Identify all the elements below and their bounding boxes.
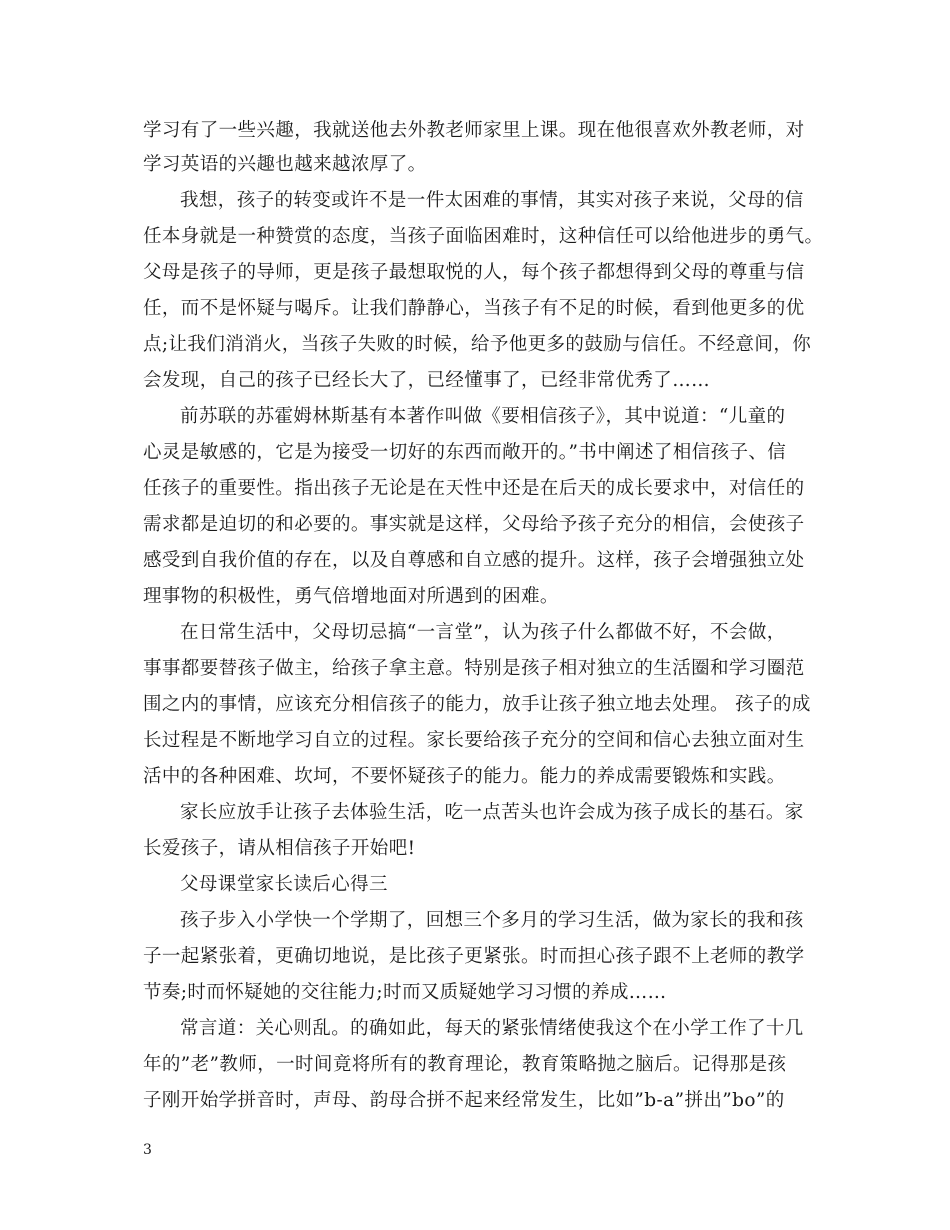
text-line: 理事物的积极性，勇气倍增地面对所遇到的困难。 xyxy=(143,586,559,607)
text-line: 事事都要替孩子做主，给孩子拿主意。特别是孩子相对独立的生活圈和学习圈范 xyxy=(143,658,805,679)
text-line: 子刚开始学拼音时，声母、韵母合拼不起来经常发生，比如”b-a”拼出”bo”的 xyxy=(143,1090,785,1111)
text-line: 常言道：关心则乱。的确如此，每天的紧张情绪使我这个在小学工作了十几 xyxy=(180,1018,804,1039)
text-line: 心灵是敏感的，它是为接受一切好的东西而敞开的。”书中阐述了相信孩子、信 xyxy=(143,442,787,463)
text-line: 任，而不是怀疑与喝斥。让我们静静心，当孩子有不足的时候，看到他更多的优 xyxy=(143,298,805,319)
text-line: 点;让我们消消火，当孩子失败的时候，给予他更多的鼓励与信任。不经意间，你 xyxy=(143,334,812,355)
page-number: 3 xyxy=(143,1142,152,1158)
section-heading: 父母课堂家长读后心得三 xyxy=(180,874,388,895)
text-line: 任孩子的重要性。指出孩子无论是在天性中还是在后天的成长要求中，对信任的 xyxy=(143,478,805,499)
text-line: 年的”老”教师，一时间竟将所有的教育理论，教育策略抛之脑后。记得那是孩 xyxy=(143,1054,787,1075)
text-line: 子一起紧张着，更确切地说，是比孩子更紧张。时而担心孩子跟不上老师的教学 xyxy=(143,946,805,967)
text-line: 父母是孩子的导师，更是孩子最想取悦的人，每个孩子都想得到父母的尊重与信 xyxy=(143,262,805,283)
text-line: 在日常生活中，父母切忌搞“一言堂”，认为孩子什么都做不好，不会做， xyxy=(180,622,786,643)
text-line: 长过程是不断地学习自立的过程。家长要给孩子充分的空间和信心去独立面对生 xyxy=(143,730,805,751)
text-line: 围之内的事情，应该充分相信孩子的能力，放手让孩子独立地去处理。 孩子的成 xyxy=(143,694,811,715)
text-line: 长爱孩子，请从相信孩子开始吧! xyxy=(143,838,416,859)
text-line: 需求都是迫切的和必要的。事实就是这样，父母给予孩子充分的相信，会使孩子 xyxy=(143,514,805,535)
text-line: 前苏联的苏霍姆林斯基有本著作叫做《要相信孩子》，其中说道：“儿童的 xyxy=(180,406,786,427)
text-line: 我想，孩子的转变或许不是一件太困难的事情，其实对孩子来说，父母的信 xyxy=(180,190,804,211)
text-line: 会发现，自己的孩子已经长大了，已经懂事了，已经非常优秀了…… xyxy=(143,370,711,391)
text-line: 感受到自我价值的存在，以及自尊感和自立感的提升。这样，孩子会增强独立处 xyxy=(143,550,805,571)
text-line: 学习有了一些兴趣，我就送他去外教老师家里上课。现在他很喜欢外教老师，对 xyxy=(143,120,805,141)
text-line: 节奏;时而怀疑她的交往能力;时而又质疑她学习习惯的养成…… xyxy=(143,982,667,1003)
text-line: 孩子步入小学快一个学期了，回想三个多月的学习生活，做为家长的我和孩 xyxy=(180,910,804,931)
text-line: 任本身就是一种赞赏的态度，当孩子面临困难时，这种信任可以给他进步的勇气。 xyxy=(143,226,824,247)
text-line: 家长应放手让孩子去体验生活，吃一点苦头也许会成为孩子成长的基石。家 xyxy=(180,802,804,823)
text-line: 学习英语的兴趣也越来越浓厚了。 xyxy=(143,154,427,175)
text-line: 活中的各种困难、坎坷，不要怀疑孩子的能力。能力的养成需要锻炼和实践。 xyxy=(143,766,786,787)
